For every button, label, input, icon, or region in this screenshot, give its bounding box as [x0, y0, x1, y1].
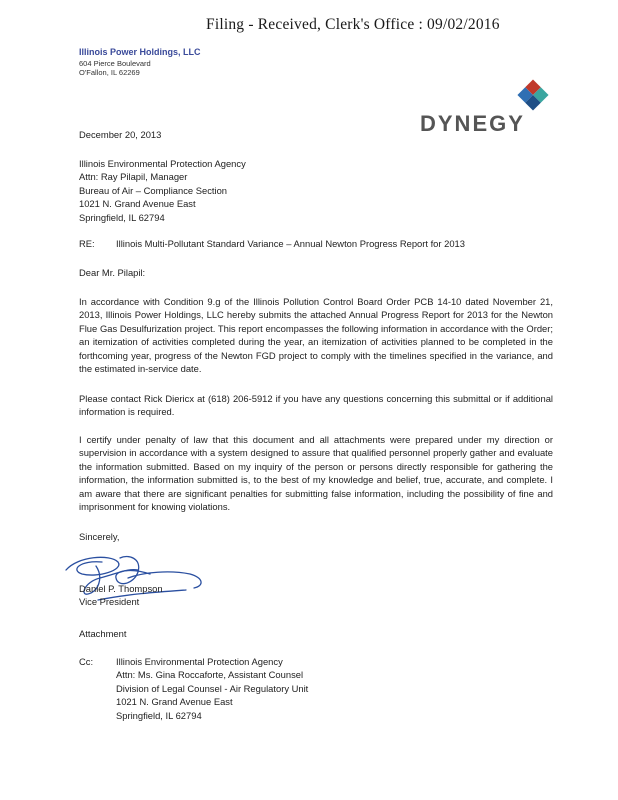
recipient-line: 1021 N. Grand Avenue East [79, 198, 196, 210]
cc-line: Division of Legal Counsel - Air Regulatory Unit [116, 682, 309, 694]
body-paragraph: I certify under penalty of law that this document and all attachments were prepared under my direction or supervision in accordance with a system designed to assure that qualified personnel properly gather and evaluate the information submitted. Based on my inquiry of the person or persons directly responsible for gathering the information, the information submitted is, to the best of my knowledge and belief, true, accurate, and complete. I am aware that there are significant penalties for submitting false information, including the possibility of fine and imprisonment for knowing violations. [79, 434, 553, 513]
salutation: Dear Mr. Pilapil: [79, 267, 146, 278]
company-name: Illinois Power Holdings, LLC [79, 47, 201, 57]
recipient-line: Bureau of Air – Compliance Section [79, 184, 227, 196]
cc-label: Cc: [79, 656, 94, 667]
signer-title: Vice President [79, 596, 140, 608]
company-address [79, 59, 151, 77]
subject-line: Illinois Multi-Pollutant Standard Variance – Annual Newton Progress Report for 2013 [116, 238, 465, 249]
cc-line: Illinois Environmental Protection Agency [116, 656, 283, 667]
company-address-line: O'Fallon, IL 62269 [79, 68, 140, 77]
signer-name: Daniel P. Thompson [79, 583, 163, 594]
recipient-line: Illinois Environmental Protection Agency [79, 158, 246, 169]
recipient-line: Attn: Ray Pilapil, Manager [79, 171, 188, 183]
cc-line: 1021 N. Grand Avenue East [116, 696, 233, 708]
filing-stamp: Filing - Received, Clerk's Office : 09/02/2016 [206, 16, 500, 33]
recipient-line: Springfield, IL 62794 [79, 211, 165, 223]
body-paragraph: In accordance with Condition 9.g of the Illinois Pollution Control Board Order PCB 14-10 dated November 21, 2013, Illinois Power Holdings, LLC hereby submits the attached Annual Progress Report for 2013 for the Newton Flue Gas Desulfurization project. This report encompasses the following information in accordance with the Order; an itemization of activities completed during the year, an itemization of activities planned to be completed in the forthcoming year, progress of the Newton FGD project to comply with the timelines specified in the variance, and the estimated in-service date. [79, 296, 553, 375]
attachment-note: Attachment [79, 628, 127, 639]
subject-label: RE: [79, 238, 95, 249]
closing: Sincerely, [79, 531, 120, 542]
recipient-block [79, 157, 246, 224]
cc-block [116, 655, 308, 722]
signer-block [79, 582, 163, 609]
logo-wordmark: DYNEGY [420, 111, 525, 136]
cc-line: Springfield, IL 62794 [116, 709, 202, 721]
cc-line: Attn: Ms. Gina Roccaforte, Assistant Counsel [116, 669, 304, 681]
letter-date: December 20, 2013 [79, 129, 162, 140]
body-paragraph: Please contact Rick Diericx at (618) 206-5912 if you have any questions concerning this submittal or if additional information is required. [79, 393, 553, 418]
company-address-line: 604 Pierce Boulevard [79, 59, 151, 68]
dynegy-diamond-icon [516, 78, 550, 112]
